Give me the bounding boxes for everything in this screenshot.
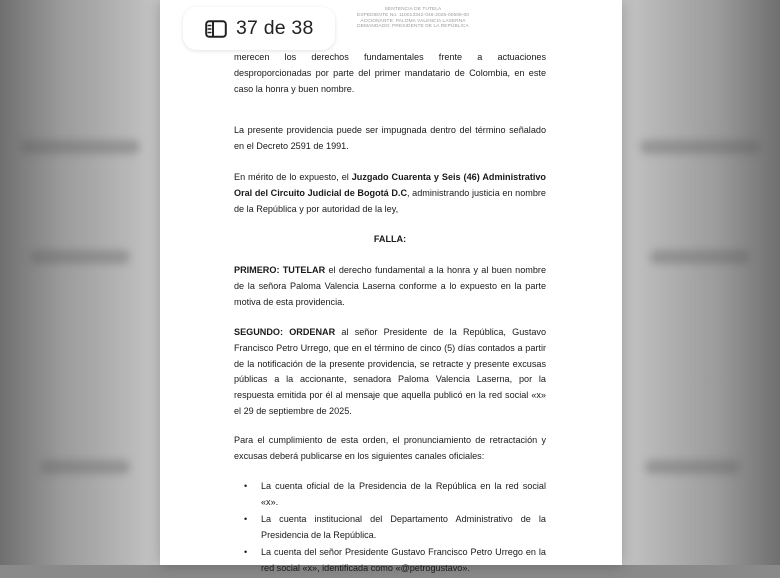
backdrop-blur — [640, 140, 760, 154]
backdrop-blur — [40, 460, 130, 474]
list-item-text: La cuenta institucional del Departamento Administrativo de la Presidencia de la República. — [261, 514, 546, 540]
page-counter: 37 de 38 — [236, 17, 314, 39]
merito-post: , administrando justicia en nombre de la República y por autoridad de la ley, — [234, 187, 546, 214]
list-item — [234, 479, 546, 511]
bullet-dot: • — [244, 514, 248, 525]
primero-text: el derecho fundamental a la honra y al buen nombre de la señora Paloma Valencia Laserna conforme a lo expuesto en la parte motiva de esta providencia. — [234, 265, 546, 307]
primero-label: PRIMERO: TUTELAR — [234, 265, 326, 275]
segundo-text: al señor Presidente de la República, Gustavo Francisco Petro Urrego, que en el término de cinco (5) días contados a partir de la notificación de la presente providencia, se retracte y presente excusas públicas a la accionante, senadora Paloma Valencia Laserna, por la respuesta emitida por él al mensaje que aquella publicó en la red social «x» el 29 de septiembre de 2025. — [234, 327, 547, 416]
header-line: DEMANDADO: PRESIDENTE DE LA REPÚBLICA — [357, 24, 469, 30]
paragraph-primero — [234, 263, 546, 310]
backdrop-blur — [20, 140, 140, 154]
list-item — [234, 545, 546, 577]
backdrop-blur — [650, 250, 750, 264]
paragraph-derechos: merecen los derechos fundamentales frente a actuaciones desproporcionadas por parte del primer mandatario de Colombia, en este caso la honra y buen nombre. — [234, 52, 546, 94]
header-line: EXPEDIENTE No. 110013342-046-2025-00508-00 — [356, 12, 470, 18]
paragraph-segundo — [234, 325, 546, 420]
canales-list — [234, 479, 546, 578]
header-line: ACCIONANTE: PALOMA VALENCIA LASERNA — [360, 18, 466, 24]
header-line: SENTENCIA DE TUTELA — [384, 7, 442, 12]
backdrop-blur — [645, 460, 740, 474]
segundo-label: SEGUNDO: ORDENAR — [234, 327, 336, 337]
paragraph-impugnacion: La presente providencia puede ser impugnada dentro del término señalado en el Decreto 2591 de 1991. — [234, 125, 546, 151]
list-item-text: La cuenta oficial de la Presidencia de la República en la red social «x». — [261, 481, 546, 507]
bullet-dot: • — [244, 547, 248, 558]
page-indicator[interactable] — [183, 7, 335, 50]
paragraph-merito — [234, 170, 546, 217]
sidebar-panel-icon[interactable] — [205, 20, 227, 38]
paragraph-cumplimiento: Para el cumplimiento de esta orden, el pronunciamiento de retractación y excusas deberá publicarse en los siguientes canales oficiales: — [234, 435, 546, 461]
list-item-text: La cuenta del señor Presidente Gustavo Francisco Petro Urrego en la red social «x», identificada como «@petrogustavo». — [261, 547, 546, 573]
backdrop-blur — [30, 250, 130, 264]
bullet-dot: • — [244, 481, 248, 491]
juzgado-name: Juzgado Cuarenta y Seis (46) Administrativo Oral del Circuito Judicial de Bogotá D.C — [234, 172, 546, 198]
merito-pre: En mérito de lo expuesto, el — [234, 172, 352, 182]
document-page — [160, 0, 622, 573]
falla-heading: FALLA: — [373, 234, 407, 244]
document-header — [348, 7, 478, 30]
list-item — [234, 512, 546, 544]
